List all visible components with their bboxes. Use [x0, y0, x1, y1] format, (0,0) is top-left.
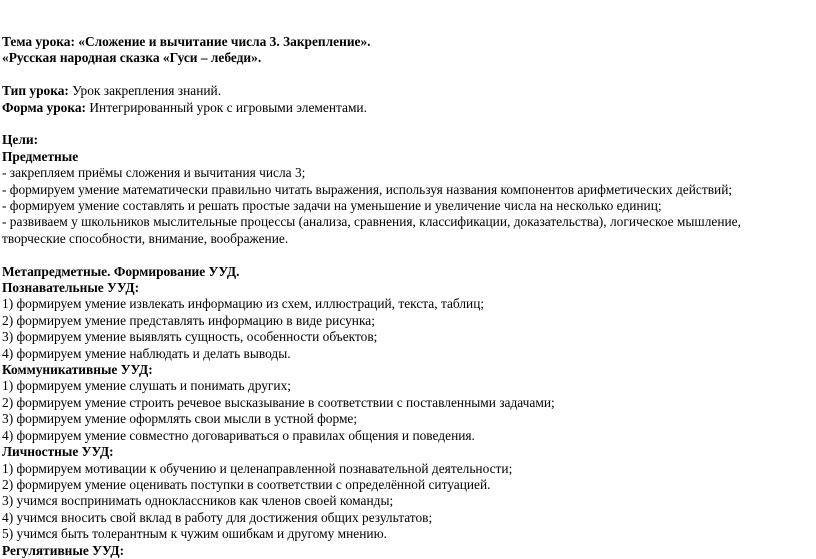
cognitive-item: 2) формируем умение представлять информацию в виде рисунка;	[2, 312, 375, 328]
cognitive-item: 3) формируем умение выявлять сущность, особенности объектов;	[2, 329, 378, 345]
goals-heading: Цели:	[2, 132, 39, 148]
spacer	[2, 67, 812, 83]
subject-goal-item: - формируем умение математически правильно читать выражения, используя названия компонентов арифметических действий;	[2, 181, 733, 197]
spacer	[2, 247, 812, 263]
personal-item: 5) учимся быть толерантным к чужим ошибкам и другому мнению.	[2, 526, 387, 542]
subject-goal-item: творческие способности, внимание, воображение.	[2, 230, 289, 246]
personal-heading: Личностные УУД:	[2, 444, 114, 460]
communicative-item: 2) формируем умение строить речевое высказывание в соответствии с поставленными задачами;	[2, 394, 555, 410]
communicative-item: 3) формируем умение оформлять свои мысли в устной форме;	[2, 411, 358, 427]
personal-item: 1) формируем мотивации к обучению и целенаправленной познавательной деятельности;	[2, 460, 513, 476]
spacer	[2, 116, 812, 132]
lesson-plan-document	[0, 34, 812, 559]
communicative-item: 1) формируем умение слушать и понимать других;	[2, 378, 291, 394]
cognitive-item: 4) формируем умение наблюдать и делать выводы.	[2, 345, 291, 361]
personal-item: 3) учимся воспринимать одноклассников как членов своей команды;	[2, 493, 394, 509]
subject-goals-heading: Предметные	[2, 148, 79, 164]
personal-item: 4) учимся вносить свой вклад в работу для достижения общих результатов;	[2, 509, 433, 525]
lesson-form-label: Форма урока:	[2, 99, 87, 115]
subject-goal-item: - формируем умение составлять и решать простые задачи на уменьшение и увеличение числа на несколько единиц;	[2, 198, 662, 214]
communicative-item: 4) формируем умение совместно договариваться о правилах общения и поведения.	[2, 427, 475, 443]
lesson-type-value: Урок закрепления знаний.	[68, 83, 222, 99]
lesson-type	[2, 83, 812, 99]
lesson-type-label: Тип урока:	[2, 83, 69, 99]
meta-subject-heading: Метапредметные. Формирование УУД.	[2, 263, 240, 279]
cognitive-item: 1) формируем умение извлекать информацию из схем, иллюстраций, текста, таблиц;	[2, 296, 485, 312]
subject-goal-item: - закрепляем приёмы сложения и вычитания числа 3;	[2, 165, 306, 181]
subject-goal-item: - развиваем у школьников мыслительные процессы (анализа, сравнения, классификации, доказательства), логическое мышление,	[2, 214, 741, 230]
cognitive-heading: Познавательные УУД:	[2, 280, 140, 296]
lesson-topic-line-1: Тема урока: «Сложение и вычитание числа 3. Закрепление».	[2, 34, 371, 49]
lesson-form-value: Интегрированный урок с игровыми элементами.	[86, 99, 367, 115]
lesson-topic-line-2: «Русская народная сказка «Гуси – лебеди».	[2, 50, 262, 66]
communicative-heading: Коммуникативные УУД:	[2, 362, 153, 378]
personal-item: 2) формируем умение оценивать поступки в соответствии с определённой ситуацией.	[2, 476, 491, 492]
regulatory-heading: Регулятивные УУД:	[2, 542, 125, 558]
lesson-form	[2, 100, 812, 116]
